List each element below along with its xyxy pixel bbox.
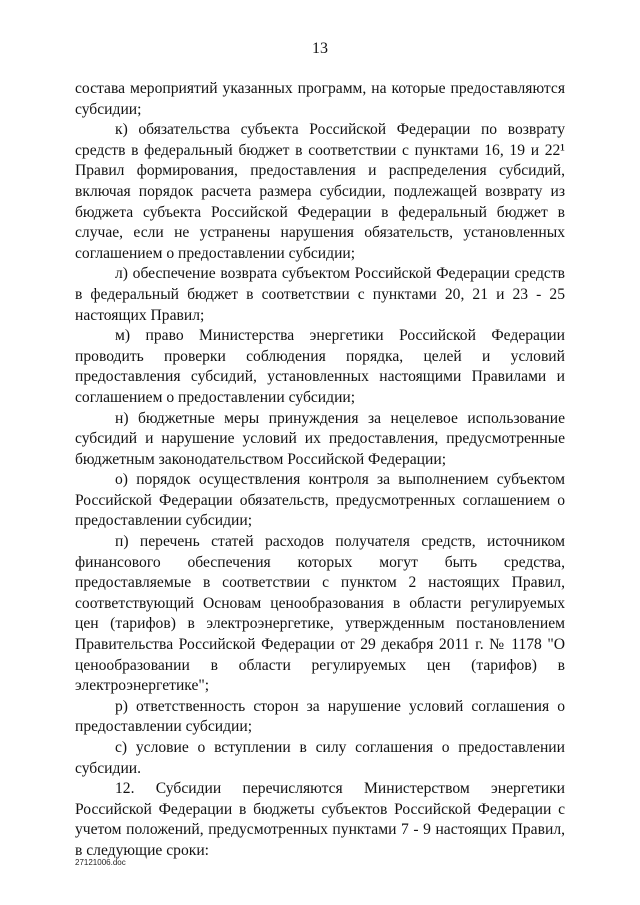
paragraph-12: 12. Субсидии перечисляются Министерством энергетики Российской Федерации в бюджеты субъектов Российской Федерации с учетом положений, предусмотренных пунктами 7 - 9 настоящих Правил, в следующие сроки: [75, 780, 565, 859]
paragraph-s: с) условие о вступлении в силу соглашения о предоставлении субсидии. [75, 739, 565, 777]
footer-file-name: 27121006.doc [75, 858, 126, 867]
paragraph-r: р) ответственность сторон за нарушение условий соглашения о предоставлении субсидии; [75, 697, 565, 736]
paragraph-l: л) обеспечение возврата субъектом Российской Федерации средств в федеральный бюджет в соответствии с пунктами 20, 21 и 23 - 25 настоящих Правил; [75, 265, 565, 324]
paragraph-p: п) перечень статей расходов получателя средств, источником финансового обеспечения которых могут быть средства, предоставляемые в соответствии с пунктом 2 настоящих Правил, соответствующий Основам ценообразования в области регулируемых цен (тарифов) в электроэнергетике, утвержденным постановлением Правительства Российской Федерации от 29 декабря 2011 г. № 1178 "О ценообразовании в области регулируемых цен (тарифов) в электроэнергетике"; [75, 533, 565, 695]
paragraph-n: н) бюджетные меры принуждения за нецелевое использование субсидий и нарушение условий их предоставления, предусмотренные бюджетным законодательством Российской Федерации; [75, 409, 565, 468]
page-number: 13 [312, 40, 328, 57]
document-body [75, 79, 565, 862]
paragraph-o: о) порядок осуществления контроля за выполнением субъектом Российской Федерации обязательств, предусмотренных соглашением о предоставлении субсидии; [75, 471, 565, 530]
paragraph-continuation: состава мероприятий указанных программ, на которые предоставляются субсидии; [75, 80, 565, 118]
paragraph-k: к) обязательства субъекта Российской Федерации по возврату средств в федеральный бюджет в соответствии с пунктами 16, 19 и 22¹ Правил формирования, предоставления и распределения субсидий, включая порядок расчета размера субсидии, подлежащей возврату из бюджета субъекта Российской Федерации в федеральный бюджет в случае, если не устранены нарушения обязательств, установленных соглашением о предоставлении субсидии; [75, 121, 565, 262]
paragraph-m: м) право Министерства энергетики Российской Федерации проводить проверки соблюдения порядка, целей и условий предоставления субсидий, установленных настоящими Правилами и соглашением о предоставлении субсидии; [75, 327, 565, 406]
